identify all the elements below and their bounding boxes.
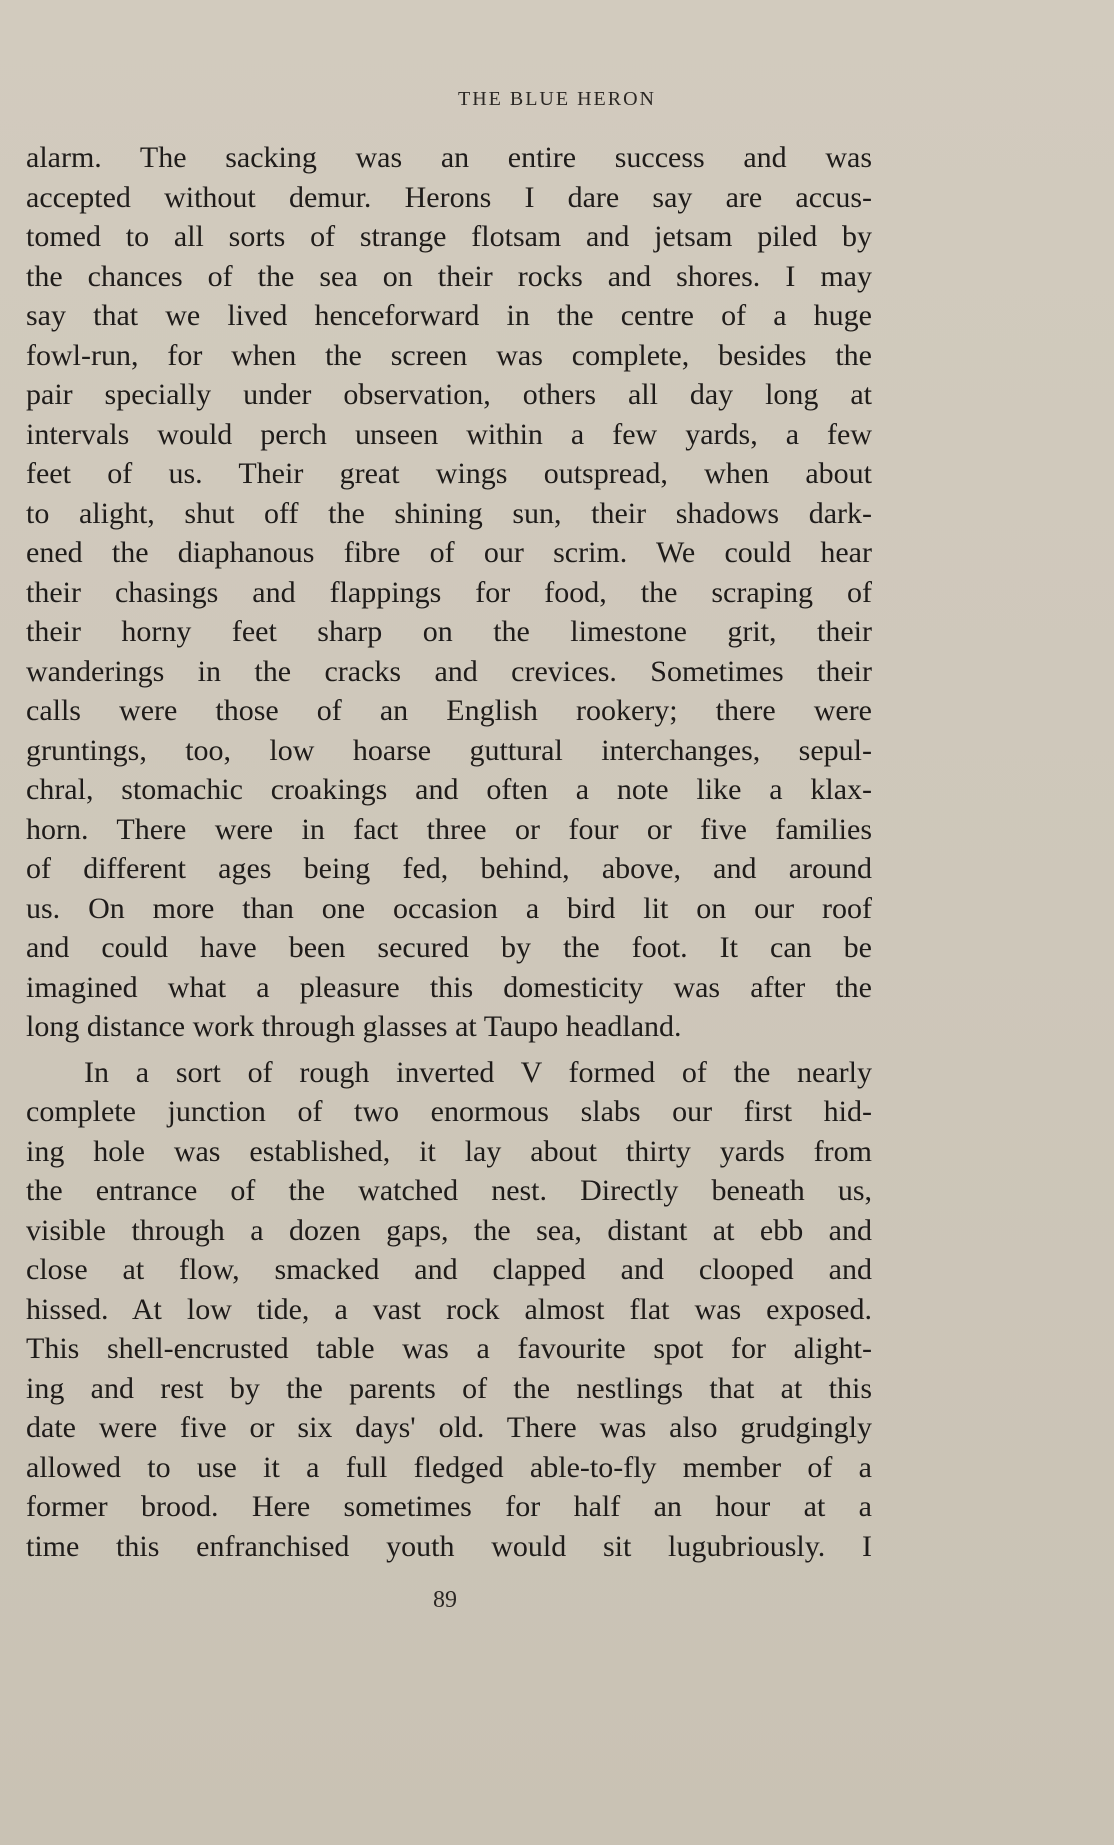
text-line: allowed to use it a full fledged able-to-fly member of a (26, 1450, 872, 1484)
text-line: imagined what a pleasure this domesticity was after the (26, 970, 872, 1004)
text-line: their chasings and flappings for food, the scraping of (26, 575, 872, 609)
text-line: wanderings in the cracks and crevices. Sometimes their (26, 654, 872, 688)
text-line: and could have been secured by the foot. It can be (26, 931, 872, 964)
text-line: time this enfranchised youth would sit lugubriously. I (26, 1529, 872, 1563)
text-line: say that we lived henceforward in the centre of a huge (26, 299, 872, 332)
text-line: hissed. At low tide, a vast rock almost flat was exposed. (26, 1292, 872, 1326)
text-line: alarm. The sacking was an entire success and was (26, 141, 872, 174)
text-line: intervals would perch unseen within a few yards, a few (26, 417, 872, 451)
text-line: of different ages being fed, behind, above, and around (26, 852, 872, 885)
text-line: chral, stomachic croakings and often a note like a klax- (26, 773, 872, 806)
text-line: complete junction of two enormous slabs our first hid- (26, 1095, 872, 1128)
text-line: pair specially under observation, others all day long at (26, 378, 872, 411)
text-line: feet of us. Their great wings outspread, when about (26, 457, 872, 490)
text-line: horn. There were in fact three or four or five families (26, 812, 872, 846)
running-head: THE BLUE HERON (458, 88, 656, 110)
paragraph-1 (26, 138, 872, 1047)
text-line: us. On more than one occasion a bird lit on our roof (26, 891, 872, 925)
text-line: fowl-run, for when the screen was complete, besides the (26, 338, 872, 372)
text-line: ened the diaphanous fibre of our scrim. We could hear (26, 536, 872, 569)
text-line: the chances of the sea on their rocks and shores. I may (26, 259, 872, 293)
text-line: This shell-encrusted table was a favourite spot for alight- (26, 1332, 872, 1365)
text-line: their horny feet sharp on the limestone grit, their (26, 615, 872, 648)
text-line: former brood. Here sometimes for half an hour at a (26, 1490, 872, 1523)
text-line: calls were those of an English rookery; there were (26, 694, 872, 727)
page-number: 89 (433, 1587, 457, 1613)
text-line: accepted without demur. Herons I dare say are accus- (26, 180, 872, 214)
body-text (26, 138, 872, 1566)
text-line: date were five or six days' old. There was also grudgingly (26, 1411, 872, 1444)
text-line: gruntings, too, low hoarse guttural interchanges, sepul- (26, 733, 872, 767)
text-line: to alight, shut off the shining sun, their shadows dark- (26, 496, 872, 530)
paragraph-2 (26, 1053, 872, 1567)
text-line: tomed to all sorts of strange flotsam and jetsam piled by (26, 220, 872, 253)
text-line: close at flow, smacked and clapped and clooped and (26, 1253, 872, 1286)
text-line: long distance work through glasses at Taupo headland. (26, 1010, 682, 1043)
text-line: visible through a dozen gaps, the sea, distant at ebb and (26, 1213, 872, 1247)
text-line: ing hole was established, it lay about thirty yards from (26, 1134, 872, 1168)
text-line: the entrance of the watched nest. Directly beneath us, (26, 1174, 872, 1207)
text-line: ing and rest by the parents of the nestlings that at this (26, 1371, 872, 1405)
text-line: In a sort of rough inverted V formed of the nearly (84, 1055, 872, 1089)
